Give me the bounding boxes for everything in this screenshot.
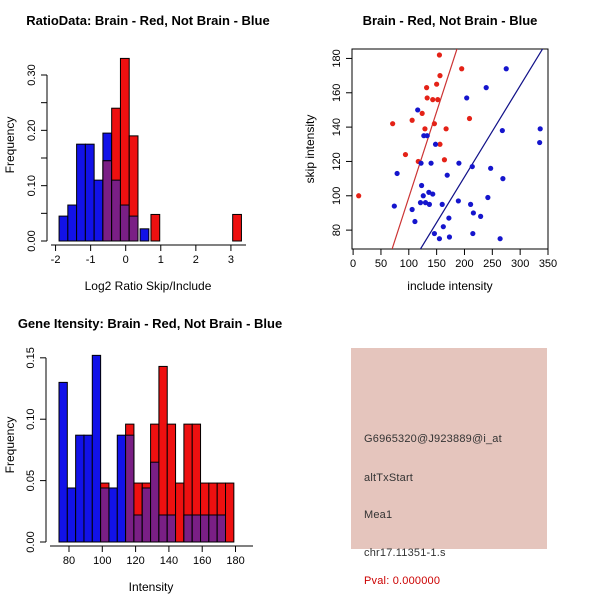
svg-text:0.10: 0.10 [25, 408, 37, 430]
svg-text:0.10: 0.10 [26, 174, 38, 197]
gene-histogram-ylabel: Frequency [3, 416, 17, 474]
ratio-histogram-ylabel: Frequency [3, 116, 17, 174]
panel-intensity-scatter [300, 0, 600, 300]
svg-text:0.00: 0.00 [26, 230, 38, 252]
svg-text:3: 3 [227, 254, 234, 266]
gene-name-text: Mea1 [364, 509, 393, 521]
svg-text:180: 180 [331, 49, 343, 68]
gene-histogram-plot [25, 347, 253, 567]
panel-probe-info [300, 300, 600, 600]
scatter-ylabel: skip intensity [303, 114, 317, 184]
svg-text:0.20: 0.20 [26, 119, 38, 142]
svg-text:2: 2 [192, 254, 199, 266]
scatter-xlabel: include intensity [407, 279, 493, 293]
svg-text:0: 0 [350, 258, 357, 270]
svg-text:120: 120 [331, 152, 343, 171]
svg-text:120: 120 [126, 555, 145, 567]
svg-text:350: 350 [538, 258, 558, 270]
svg-text:160: 160 [331, 83, 343, 102]
scatter-title: Brain - Red, Not Brain - Blue [362, 13, 538, 28]
svg-text:-2: -2 [50, 254, 61, 266]
svg-text:0: 0 [122, 254, 129, 266]
svg-text:140: 140 [331, 117, 343, 137]
intensity-scatter-chart [300, 0, 600, 300]
scatter-plot [331, 46, 557, 270]
svg-text:200: 200 [455, 258, 474, 270]
panel-gene-histogram [0, 300, 300, 600]
svg-text:100: 100 [399, 258, 418, 270]
svg-text:150: 150 [427, 258, 446, 270]
ratio-histogram-title: RatioData: Brain - Red, Not Brain - Blue [26, 13, 270, 28]
panel-ratio-histogram [0, 0, 300, 300]
svg-text:0.05: 0.05 [25, 469, 37, 492]
pval-text: Pval: 0.000000 [364, 575, 441, 587]
svg-text:100: 100 [93, 555, 112, 567]
svg-text:250: 250 [483, 258, 502, 270]
gene-histogram-title: Gene Itensity: Brain - Red, Not Brain - Blue [17, 316, 283, 331]
svg-text:100: 100 [331, 186, 343, 205]
probe-info-box [351, 348, 547, 587]
svg-text:80: 80 [62, 555, 76, 567]
svg-text:140: 140 [159, 555, 179, 567]
svg-text:-1: -1 [85, 254, 96, 266]
gene-histogram-xlabel: Intensity [128, 580, 174, 594]
svg-text:1: 1 [157, 254, 164, 266]
svg-text:0.15: 0.15 [25, 347, 37, 369]
location-text: chr17.11351-1.s [364, 547, 446, 559]
probe-id-text: G6965320@J923889@i_at [364, 433, 502, 445]
svg-text:0.30: 0.30 [26, 64, 38, 86]
svg-text:80: 80 [331, 223, 343, 237]
ratio-histogram-chart [0, 0, 300, 300]
event-type-text: altTxStart [364, 472, 414, 484]
svg-text:180: 180 [226, 555, 245, 567]
svg-text:50: 50 [374, 258, 388, 270]
ratio-histogram-plot [26, 58, 246, 266]
svg-text:0.00: 0.00 [25, 531, 37, 553]
svg-text:300: 300 [510, 258, 530, 270]
svg-text:160: 160 [193, 555, 212, 567]
gene-histogram-chart [0, 300, 300, 600]
ratio-histogram-xlabel: Log2 Ratio Skip/Include [84, 279, 212, 293]
